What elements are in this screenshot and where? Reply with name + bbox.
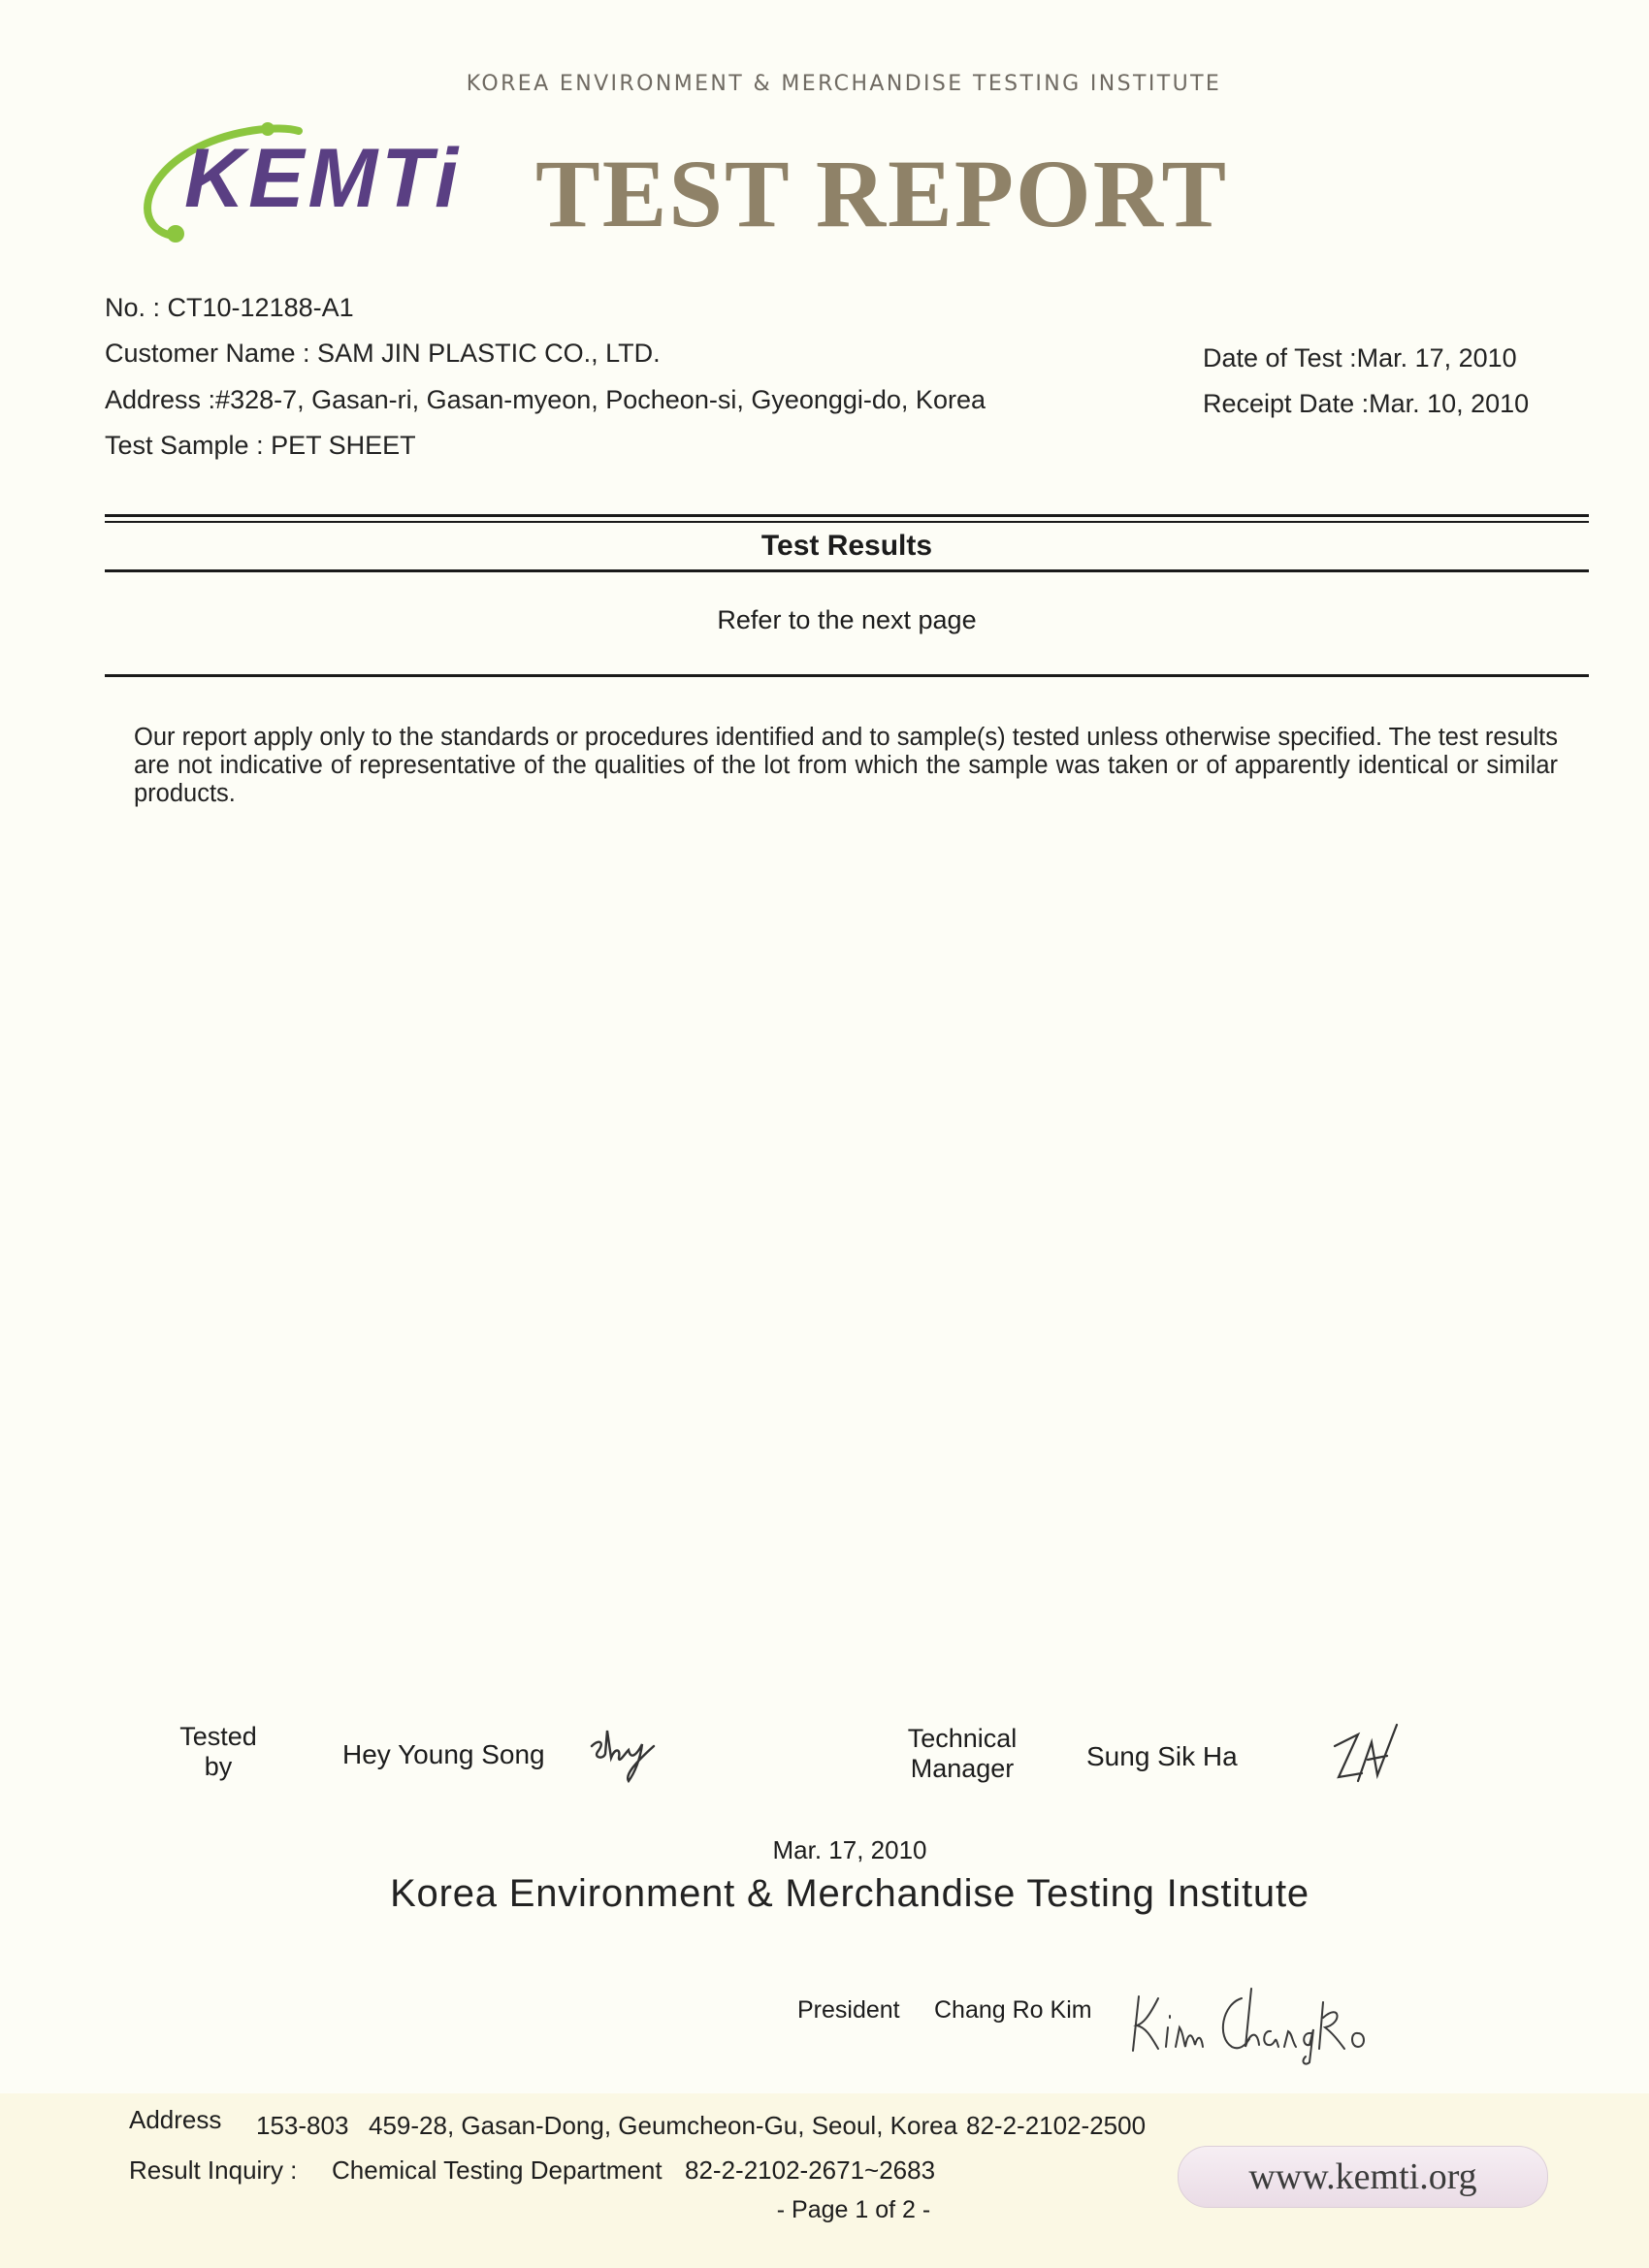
technical-manager-signature bbox=[1329, 1717, 1416, 1795]
institute-name-header: KOREA ENVIRONMENT & MERCHANDISE TESTING INSTITUTE bbox=[466, 72, 1222, 96]
tested-by-signature bbox=[586, 1725, 663, 1785]
technical-manager-label bbox=[894, 1724, 1030, 1784]
date-of-test: Date of Test :Mar. 17, 2010 bbox=[1203, 343, 1517, 373]
receipt-date: Receipt Date :Mar. 10, 2010 bbox=[1203, 389, 1530, 418]
footer-inquiry-label: Result Inquiry : bbox=[129, 2155, 298, 2185]
divider-double-bottom bbox=[105, 521, 1589, 523]
technical-manager-label-line-1: Technical bbox=[907, 1724, 1018, 1753]
divider-results-bottom bbox=[105, 674, 1589, 677]
test-results-heading: Test Results bbox=[760, 530, 933, 562]
disclaimer-text: Our report apply only to the standards or procedures identified and to sample(s) tested unless otherwise specified. The test results are not indicative of representative of the qualities of the lot from which the sample was taken or of apparently identical or similar products. bbox=[134, 724, 1558, 807]
footer-address: 459-28, Gasan-Dong, Geumcheon-Gu, Seoul, Korea bbox=[369, 2111, 958, 2140]
footer-postal-code: 153-803 bbox=[256, 2111, 349, 2140]
page-number: - Page 1 of 2 - bbox=[776, 2196, 931, 2223]
customer-name: Customer Name : SAM JIN PLASTIC CO., LTD. bbox=[105, 339, 661, 368]
president-signature bbox=[1125, 1969, 1377, 2066]
report-title: TEST REPORT bbox=[535, 140, 1229, 247]
divider-double-top bbox=[105, 514, 1589, 517]
institute-name: Korea Environment & Merchandise Testing Institute bbox=[390, 1872, 1310, 1915]
president-label: President bbox=[797, 1996, 900, 2024]
tested-by-name: Hey Young Song bbox=[342, 1739, 545, 1769]
customer-address: Address :#328-7, Gasan-ri, Gasan-myeon, Pocheon-si, Gyeonggi-do, Korea bbox=[105, 385, 986, 414]
kemti-logo bbox=[134, 121, 464, 252]
technical-manager-name: Sung Sik Ha bbox=[1086, 1741, 1238, 1771]
website-link[interactable]: www.kemti.org bbox=[1248, 2156, 1477, 2197]
logo-text: KEMTi bbox=[184, 132, 462, 225]
report-number: No. : CT10-12188-A1 bbox=[105, 293, 354, 322]
test-results-body: Refer to the next page bbox=[717, 605, 977, 634]
president-name: Chang Ro Kim bbox=[934, 1996, 1092, 2024]
tested-by-label bbox=[170, 1722, 267, 1782]
footer-phone: 82-2-2102-2500 bbox=[966, 2111, 1147, 2140]
tested-by-label-line-1: Tested bbox=[179, 1722, 257, 1751]
divider-results-header bbox=[105, 569, 1589, 572]
technical-manager-label-line-2: Manager bbox=[910, 1754, 1015, 1783]
test-sample: Test Sample : PET SHEET bbox=[105, 431, 416, 460]
footer-address-label: Address bbox=[129, 2105, 222, 2134]
footer-department-phone: 82-2-2102-2671~2683 bbox=[685, 2155, 936, 2185]
tested-by-label-line-2: by bbox=[204, 1752, 233, 1781]
issue-date: Mar. 17, 2010 bbox=[772, 1835, 927, 1864]
footer-department: Chemical Testing Department bbox=[332, 2155, 663, 2185]
